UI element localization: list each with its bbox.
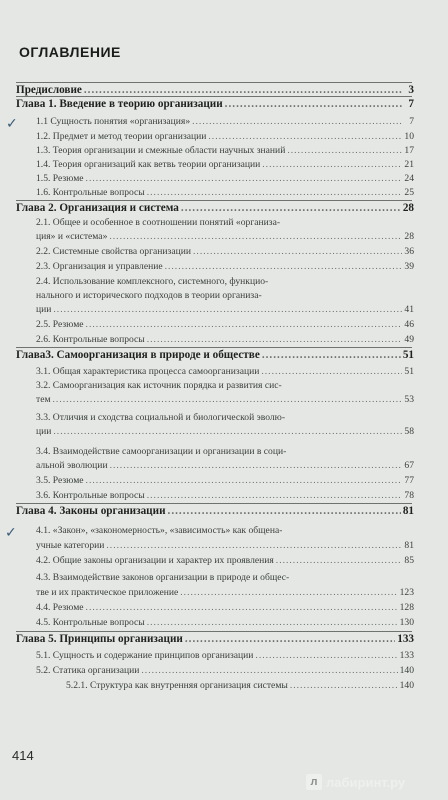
toc-label: 5.2. Статика организации xyxy=(36,665,140,676)
leader-dots xyxy=(147,490,402,502)
toc-page-number: 39 xyxy=(404,261,414,272)
toc-label: 2.2. Системные свойства организации xyxy=(36,246,192,257)
toc-page-number: 133 xyxy=(397,633,414,645)
toc-row xyxy=(36,490,414,502)
leader-dots xyxy=(208,131,402,143)
toc-page-number: 67 xyxy=(404,460,414,471)
toc-chapter-row xyxy=(16,98,414,110)
toc-row xyxy=(36,334,414,346)
leader-dots xyxy=(193,246,402,258)
toc-page-number: 17 xyxy=(404,145,414,156)
toc-label: 4.2. Общие законы организации и характер их проявления xyxy=(36,555,274,566)
toc-chapter-row xyxy=(16,349,414,361)
toc-label: тем xyxy=(36,394,51,405)
toc-row xyxy=(36,116,414,128)
toc-page-number: 81 xyxy=(402,505,414,517)
toc-row xyxy=(36,145,414,157)
chapter-divider xyxy=(16,200,412,201)
toc-row xyxy=(36,380,414,392)
toc-row xyxy=(36,525,414,537)
toc-label: учные категории xyxy=(36,540,105,551)
toc-row xyxy=(36,617,414,629)
toc-label: 2.3. Организация и управление xyxy=(36,261,163,272)
toc-label: Глава3. Самоорганизация в природе и обществе xyxy=(16,349,260,361)
toc-label: 1.6. Контрольные вопросы xyxy=(36,187,145,198)
toc-label: 2.4. Использование комплексного, системного, функцио- xyxy=(36,276,269,287)
toc-label: ция» и «система» xyxy=(36,231,108,242)
toc-row xyxy=(36,217,414,229)
toc-page-number: 51 xyxy=(404,366,414,377)
toc-label: 5.2.1. Структура как внутренняя организация системы xyxy=(66,680,288,691)
leader-dots xyxy=(109,231,402,243)
toc-page-number: 25 xyxy=(404,187,414,198)
toc-row xyxy=(36,173,414,185)
chapter-divider xyxy=(16,503,412,504)
toc-page-number: 140 xyxy=(399,665,414,676)
leader-dots xyxy=(262,349,401,361)
toc-row xyxy=(36,602,414,614)
leader-dots xyxy=(53,304,402,316)
toc-label: 1.1 Сущность понятия «организация» xyxy=(36,116,191,127)
leader-dots xyxy=(261,366,402,378)
toc-page-number: 128 xyxy=(399,602,414,613)
toc-row xyxy=(66,680,414,692)
toc-label: альной эволюции xyxy=(36,460,108,471)
toc-page-number: 21 xyxy=(404,159,414,170)
toc-label: 2.6. Контрольные вопросы xyxy=(36,334,145,345)
toc-page-number: 78 xyxy=(404,490,414,501)
toc-label: 3.2. Самоорганизация как источник порядка и развития сис- xyxy=(36,380,282,391)
leader-dots xyxy=(110,460,402,472)
toc-row xyxy=(36,540,414,552)
toc-row xyxy=(36,460,414,472)
toc-label: 3.6. Контрольные вопросы xyxy=(36,490,145,501)
toc-chapter-row xyxy=(16,84,414,96)
labirint-logo-icon: л xyxy=(306,774,322,790)
toc-label: Предисловие xyxy=(16,84,82,96)
chapter-divider xyxy=(16,96,412,97)
toc-label: 3.3. Отличия и сходства социальной и биологической эволю- xyxy=(36,412,286,423)
leader-dots xyxy=(255,650,397,662)
toc-page-number: 41 xyxy=(404,304,414,315)
toc-row xyxy=(36,246,414,258)
toc-label: ции xyxy=(36,426,52,437)
toc-row xyxy=(36,159,414,171)
toc-page-number: 36 xyxy=(404,246,414,257)
toc-chapter-row xyxy=(16,633,414,645)
toc-label: 4.4. Резюме xyxy=(36,602,84,613)
leader-dots xyxy=(106,540,402,552)
leader-dots xyxy=(84,84,402,96)
toc-row xyxy=(36,475,414,487)
toc-label: 2.1. Общее и особенное в соотношении понятий «организа- xyxy=(36,217,281,228)
toc-row xyxy=(36,665,414,677)
toc-page-number: 81 xyxy=(404,540,414,551)
toc-row xyxy=(36,276,414,288)
toc-page-number: 133 xyxy=(399,650,414,661)
toc-page-number: 46 xyxy=(404,319,414,330)
toc-row xyxy=(36,394,414,406)
watermark-text: лабиринт.ру xyxy=(326,774,406,790)
leader-dots xyxy=(53,426,402,438)
toc-label: 3.5. Резюме xyxy=(36,475,84,486)
toc-row xyxy=(36,587,414,599)
chapter-divider xyxy=(16,631,412,632)
leader-dots xyxy=(276,555,402,567)
watermark xyxy=(306,770,444,794)
leader-dots xyxy=(225,98,402,110)
toc-page-number: 123 xyxy=(399,587,414,598)
toc-chapter-row xyxy=(16,202,414,214)
toc-page-number: 7 xyxy=(409,116,414,127)
toc-label: Глава 5. Принципы организации xyxy=(16,633,183,645)
toc-label: Глава 4. Законы организации xyxy=(16,505,166,517)
toc-chapter-row xyxy=(16,505,414,517)
leader-dots xyxy=(147,334,402,346)
leader-dots xyxy=(165,261,402,273)
toc-page-number: 10 xyxy=(404,131,414,142)
toc-row xyxy=(36,426,414,438)
pen-tick-icon: ✓ xyxy=(5,525,17,541)
toc-row xyxy=(36,650,414,662)
leader-dots xyxy=(185,633,395,645)
toc-page-number: 77 xyxy=(404,475,414,486)
toc-row xyxy=(36,261,414,273)
toc-page-number: 28 xyxy=(404,231,414,242)
toc-label: 4.5. Контрольные вопросы xyxy=(36,617,145,628)
leader-dots xyxy=(147,617,398,629)
chapter-divider xyxy=(16,347,412,348)
toc-label: 4.1. «Закон», «закономерность», «зависимость» как общена- xyxy=(36,525,283,536)
toc-label: 1.2. Предмет и метод теории организации xyxy=(36,131,207,142)
toc-page-number: 28 xyxy=(402,202,414,214)
leader-dots xyxy=(168,505,401,517)
page-title: ОГЛАВЛЕНИЕ xyxy=(19,44,121,60)
leader-dots xyxy=(141,665,397,677)
leader-dots xyxy=(180,587,397,599)
leader-dots xyxy=(53,394,402,406)
toc-label: 1.4. Теория организаций как ветвь теории организации xyxy=(36,159,261,170)
toc-row xyxy=(36,290,414,302)
toc-page-number: 140 xyxy=(399,680,414,691)
toc-label: тве и их практическое приложение xyxy=(36,587,179,598)
leader-dots xyxy=(181,202,401,214)
toc-page-number: 58 xyxy=(404,426,414,437)
leader-dots xyxy=(86,173,402,185)
toc-label: 2.5. Резюме xyxy=(36,319,84,330)
toc-page-number: 3 xyxy=(408,84,414,96)
toc-label: ции xyxy=(36,304,52,315)
leader-dots xyxy=(192,116,402,128)
toc-page-number: 24 xyxy=(404,173,414,184)
leader-dots xyxy=(86,475,402,487)
leader-dots xyxy=(262,159,402,171)
toc-label: 4.3. Взаимодействие законов организации в природе и общес- xyxy=(36,572,290,583)
toc-row xyxy=(36,366,414,378)
pen-tick-icon: ✓ xyxy=(6,116,18,132)
toc-row xyxy=(36,319,414,331)
chapter-divider xyxy=(16,82,412,83)
toc-row xyxy=(36,412,414,424)
toc-label: Глава 1. Введение в теорию организации xyxy=(16,98,223,110)
toc-row xyxy=(36,187,414,199)
toc-page-number: 51 xyxy=(402,349,414,361)
toc-label: 3.1. Общая характеристика процесса самоорганизации xyxy=(36,366,260,377)
toc-row xyxy=(36,555,414,567)
toc-row xyxy=(36,131,414,143)
toc-row xyxy=(36,446,414,458)
toc-row xyxy=(36,231,414,243)
toc-page-number: 7 xyxy=(408,98,414,110)
toc-label: 1.3. Теория организации и смежные области научных знаний xyxy=(36,145,286,156)
leader-dots xyxy=(290,680,398,692)
toc-label: 1.5. Резюме xyxy=(36,173,84,184)
toc-page-number: 130 xyxy=(399,617,414,628)
toc-label: 5.1. Сущность и содержание принципов организации xyxy=(36,650,254,661)
toc-label: нального и исторического подходов в теории организа- xyxy=(36,290,262,301)
toc-row xyxy=(36,572,414,584)
leader-dots xyxy=(287,145,402,157)
toc-page-number: 53 xyxy=(404,394,414,405)
leader-dots xyxy=(147,187,402,199)
page-number: 414 xyxy=(12,748,34,763)
toc-label: Глава 2. Организация и система xyxy=(16,202,179,214)
toc-page-number: 85 xyxy=(404,555,414,566)
leader-dots xyxy=(86,602,398,614)
toc-page-number: 49 xyxy=(404,334,414,345)
toc-row xyxy=(36,304,414,316)
leader-dots xyxy=(86,319,402,331)
toc-label: 3.4. Взаимодействие самоорганизации и организации в соци- xyxy=(36,446,287,457)
